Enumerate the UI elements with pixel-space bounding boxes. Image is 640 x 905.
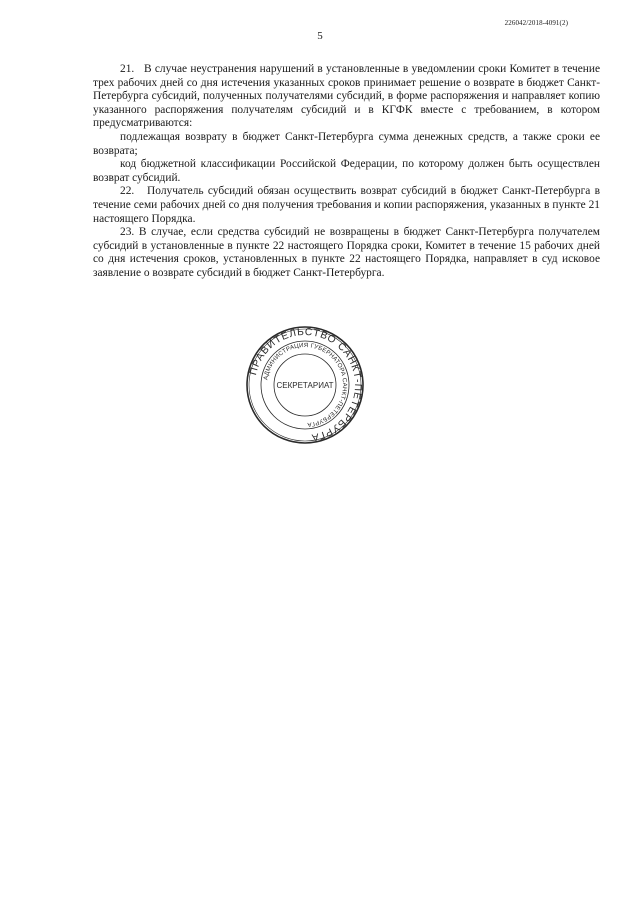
seal-center-text: СЕКРЕТАРИАТ — [276, 381, 334, 390]
paragraph-22: 22. Получатель субсидий обязан осуществить возврат субсидий в бюджет Санкт-Петербурга в течение семи рабочих дней со дня получения требования и копии распоряжения, указанных в пункте 21 настоящего Порядка. — [93, 185, 600, 225]
document-body — [93, 63, 600, 281]
paragraph-21: 21. В случае неустранения нарушений в установленные в уведомлении сроки Комитет в течение трех рабочих дней со дня истечения указанных сроков принимает решение о возврате в бюджет Санкт-Петербурга субсидий, полученных получателями субсидий, в форме распоряжения и направляет копию указанного распоряжения получателям субсидий и в КГФК вместе с требованием, в котором предусматриваются: — [93, 63, 600, 130]
seal-inner-textpath: АДМИНИСТРАЦИЯ ГУБЕРНАТОРА САНКТ-ПЕТЕРБУРГА — [262, 341, 349, 428]
seal-outer-textpath: ПРАВИТЕЛЬСТВО САНКТ-ПЕТЕРБУРГА — [247, 326, 364, 443]
official-seal — [245, 325, 365, 445]
paragraph-21-item-budget-code: код бюджетной классификации Российской Федерации, по которому должен быть осуществлен возврат субсидий. — [93, 158, 600, 184]
paragraph-23: 23. В случае, если средства субсидий не возвращены в бюджет Санкт-Петербурга получателем субсидий в установленные в пункте 22 настоящего Порядка сроки, Комитет в течение 15 рабочих дней со дня истечения сроков, установленных в пункте 22 настоящего Порядка, направляет в суд исковое заявление о возврате субсидий в бюджет Санкт-Петербурга. — [93, 226, 600, 279]
page-number: 5 — [317, 30, 323, 42]
paragraph-21-item-amount: подлежащая возврату в бюджет Санкт-Петербурга сумма денежных средств, а также сроки ее возврата; — [93, 130, 600, 157]
document-registration-number: 226042/2018-4091(2) — [504, 19, 568, 27]
